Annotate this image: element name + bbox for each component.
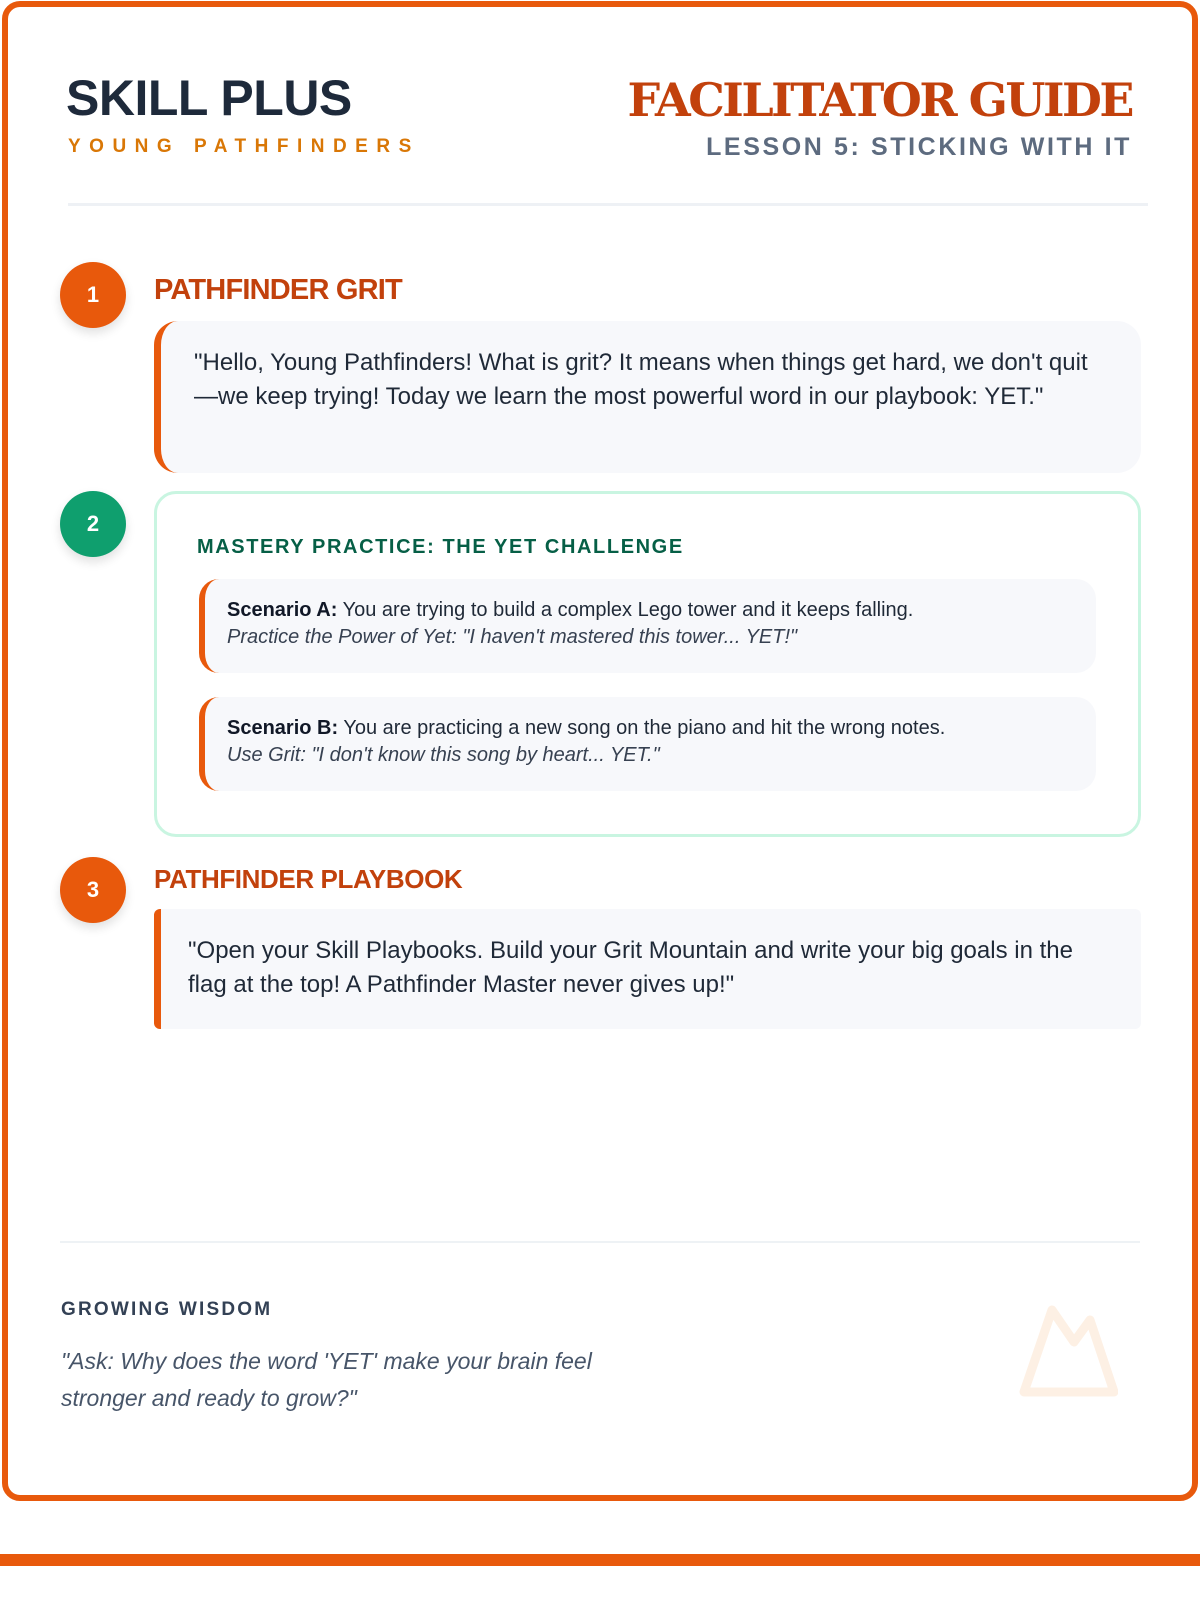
guide-title: FACILITATOR GUIDE: [627, 73, 1132, 127]
scenario-a-text: You are trying to build a complex Lego tower and it keeps falling.: [342, 599, 914, 621]
bottom-accent-bar: [0, 1554, 1200, 1566]
lesson-title: LESSON 5: STICKING WITH IT: [706, 133, 1132, 161]
scenario-a-tip: Practice the Power of Yet: "I haven't mastered this tower... YET!": [227, 626, 798, 648]
scenario-a-label: Scenario A:: [227, 599, 338, 621]
section-1-quote: "Hello, Young Pathfinders! What is grit? It means when things get hard, we don't quit—we keep trying! Today we learn the most powerful word in our playbook: YET.": [154, 321, 1141, 473]
wisdom-quote: "Ask: Why does the word 'YET' make your brain feel stronger and ready to grow?": [61, 1348, 592, 1411]
step-2-badge: 2: [60, 491, 126, 557]
brand-title: SKILL PLUS: [66, 70, 352, 126]
guide-card: [2, 1, 1198, 1501]
header-divider: [68, 203, 1148, 206]
scenario-b: [199, 697, 1096, 791]
practice-title: MASTERY PRACTICE: THE YET CHALLENGE: [197, 536, 684, 558]
scenario-b-text: You are practicing a new song on the piano and hit the wrong notes.: [343, 717, 946, 739]
scenario-b-tip: Use Grit: "I don't know this song by heart... YET.": [227, 744, 660, 766]
wisdom-title: GROWING WISDOM: [61, 1299, 273, 1320]
practice-box: [154, 491, 1141, 837]
section-3-quote: "Open your Skill Playbooks. Build your Grit Mountain and write your big goals in the flag at the top! A Pathfinder Master never gives up!": [154, 909, 1141, 1029]
step-3-badge: 3: [60, 857, 126, 923]
step-1-badge: 1: [60, 262, 126, 328]
section-3-title: PATHFINDER PLAYBOOK: [154, 864, 463, 894]
footer-divider: [60, 1241, 1140, 1243]
scenario-a: [199, 579, 1096, 673]
section-1-title: PATHFINDER GRIT: [154, 274, 402, 306]
brand-subtitle: YOUNG PATHFINDERS: [68, 136, 420, 157]
scenario-b-label: Scenario B:: [227, 717, 339, 739]
mountain-icon: [1018, 1302, 1118, 1397]
